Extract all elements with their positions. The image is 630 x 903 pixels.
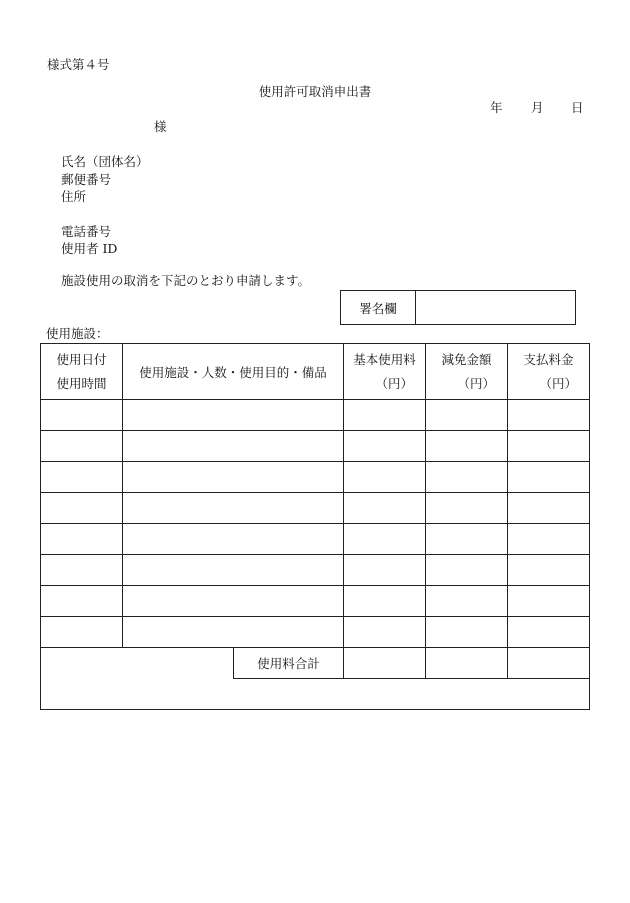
table-row	[41, 462, 590, 493]
discount-cell[interactable]	[426, 524, 508, 555]
date-month-label: 月	[531, 100, 544, 115]
base-fee-header	[344, 344, 426, 400]
base-fee-header-label: 基本使用料	[353, 351, 416, 367]
detail-cell[interactable]	[123, 555, 344, 586]
table-row	[41, 586, 590, 617]
base-fee-cell[interactable]	[344, 555, 426, 586]
discount-cell[interactable]	[426, 400, 508, 431]
discount-cell[interactable]	[426, 617, 508, 648]
fee-table	[40, 343, 590, 710]
date-time-header	[41, 344, 123, 400]
detail-cell[interactable]	[123, 524, 344, 555]
total-row-blank	[41, 648, 234, 679]
date-time-cell[interactable]	[41, 431, 123, 462]
table-row	[41, 555, 590, 586]
base-fee-cell[interactable]	[344, 617, 426, 648]
time-header-label: 使用時間	[56, 375, 107, 391]
payment-cell[interactable]	[508, 431, 590, 462]
discount-cell[interactable]	[426, 586, 508, 617]
base-fee-cell[interactable]	[344, 431, 426, 462]
discount-cell[interactable]	[426, 493, 508, 524]
applicant-fields	[61, 153, 149, 258]
payment-cell[interactable]	[508, 400, 590, 431]
table-row	[41, 524, 590, 555]
total-payment-cell[interactable]	[508, 648, 590, 679]
detail-cell[interactable]	[123, 617, 344, 648]
base-fee-unit: （円）	[375, 375, 414, 391]
date-time-cell[interactable]	[41, 462, 123, 493]
detail-cell[interactable]	[123, 400, 344, 431]
discount-cell[interactable]	[426, 555, 508, 586]
date-time-cell[interactable]	[41, 524, 123, 555]
detail-cell[interactable]	[123, 431, 344, 462]
payment-cell[interactable]	[508, 617, 590, 648]
form-number: 様式第４号	[47, 57, 110, 72]
signature-field[interactable]	[416, 291, 575, 324]
payment-cell[interactable]	[508, 462, 590, 493]
payment-header	[508, 344, 590, 400]
document-title: 使用許可取消申出書	[258, 84, 372, 99]
payment-cell[interactable]	[508, 586, 590, 617]
payment-cell[interactable]	[508, 555, 590, 586]
base-fee-cell[interactable]	[344, 462, 426, 493]
date-time-cell[interactable]	[41, 400, 123, 431]
detail-cell[interactable]	[123, 586, 344, 617]
name-field-label: 氏名（団体名）	[61, 154, 149, 169]
payment-unit: （円）	[539, 375, 578, 391]
table-row	[41, 400, 590, 431]
table-header-row	[41, 344, 590, 400]
address-field-label: 住所	[61, 189, 87, 204]
facility-label: 使用施設：	[46, 326, 109, 341]
postal-code-field-label: 郵便番号	[61, 171, 112, 187]
date-day-label: 日	[571, 100, 584, 115]
discount-cell[interactable]	[426, 431, 508, 462]
payment-cell[interactable]	[508, 493, 590, 524]
total-base-fee-cell[interactable]	[344, 648, 426, 679]
remarks-row	[41, 679, 590, 710]
user-id-field-label: 使用者 ID	[61, 241, 118, 256]
remarks-cell[interactable]	[41, 679, 590, 710]
base-fee-cell[interactable]	[344, 586, 426, 617]
base-fee-cell[interactable]	[344, 493, 426, 524]
table-row	[41, 431, 590, 462]
detail-cell[interactable]	[123, 462, 344, 493]
total-label: 使用料合計	[234, 648, 344, 679]
application-statement: 施設使用の取消を下記のとおり申請します。	[61, 273, 311, 288]
total-discount-cell[interactable]	[426, 648, 508, 679]
base-fee-cell[interactable]	[344, 524, 426, 555]
date-time-cell[interactable]	[41, 555, 123, 586]
date-time-cell[interactable]	[41, 493, 123, 524]
discount-cell[interactable]	[426, 462, 508, 493]
date-header-label: 使用日付	[56, 351, 107, 367]
payment-header-label: 支払料金	[523, 351, 574, 367]
signature-box	[340, 290, 576, 325]
date-time-cell[interactable]	[41, 586, 123, 617]
discount-header	[426, 344, 508, 400]
date-time-cell[interactable]	[41, 617, 123, 648]
addressee-honorific: 様	[154, 119, 167, 134]
table-row	[41, 617, 590, 648]
payment-cell[interactable]	[508, 524, 590, 555]
base-fee-cell[interactable]	[344, 400, 426, 431]
table-row	[41, 493, 590, 524]
detail-cell[interactable]	[123, 493, 344, 524]
discount-header-label: 減免金額	[441, 351, 492, 367]
total-row	[41, 648, 590, 679]
phone-field-label: 電話番号	[61, 223, 112, 239]
discount-unit: （円）	[457, 375, 496, 391]
signature-label: 署名欄	[341, 291, 416, 324]
date-year-label: 年	[490, 100, 503, 115]
detail-header: 使用施設・人数・使用目的・備品	[123, 344, 344, 400]
